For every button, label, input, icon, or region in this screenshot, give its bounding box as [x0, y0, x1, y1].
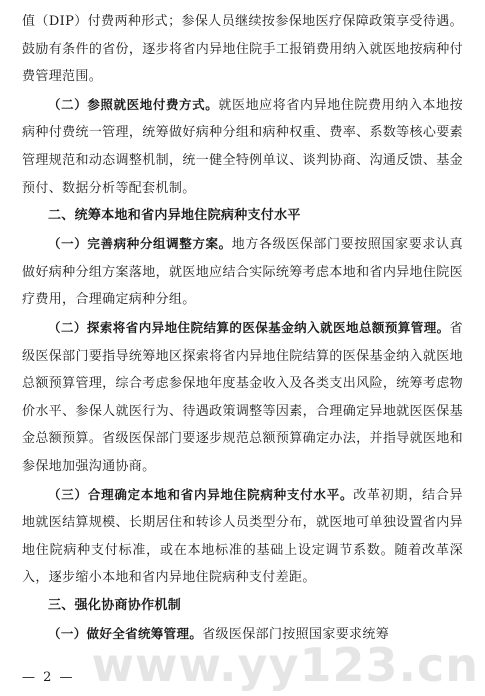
paragraph-lead: （一）完善病种分组调整方案。	[48, 236, 232, 252]
paragraph-lead: （三）合理确定本地和省内异地住院病种支付水平。	[48, 486, 354, 502]
paragraph-text: 省级医保部门按照国家要求统筹	[202, 626, 390, 642]
paragraph-lead: （一）做好全省统筹管理。	[48, 625, 203, 641]
paragraph-budget-management	[22, 314, 463, 481]
section-heading-3: 三、强化协商协作机制	[48, 597, 182, 613]
watermark: www.yy123.cn	[91, 638, 479, 692]
paragraph-text: 就医地应将省内异地住院费用纳入本地按病种付费统一管理，统筹做好病种分组和病种权重、费率、系数等核心要素管理规范和动态调整机制，统一健全特例单议、谈判协商、沟通反馈、基金预付、数据分析等配套机制。	[22, 97, 463, 196]
paragraph-dip-payment	[22, 8, 463, 91]
paragraph-payment-level	[22, 481, 463, 592]
paragraph-text: 值（DIP）付费两种形式；参保人员继续按参保地医疗保障政策享受待遇。鼓励有条件的省份，逐步将省内异地住院手工报销费用纳入就医地按病种付费管理范围。	[22, 14, 463, 85]
page-number: — 2 —	[22, 670, 75, 685]
paragraph-reference-payment	[22, 91, 463, 202]
paragraph-lead: （二）探索将省内异地住院结算的医保基金纳入就医地总额预算管理。	[48, 319, 450, 335]
paragraph-text: 省级医保部门要指导统筹地区探索将省内异地住院结算的医保基金纳入就医地总额预算管理，综合考虑参保地年度基金收入及各类支出风险，统筹考虑物价水平、参保人就医行为、待遇政策调整等因素，合理确定异地就医医保基金总额预算。省级医保部门要逐步规范总额预算确定办法，并指导就医地和参保地加强沟通协商。	[22, 320, 463, 474]
document-body	[22, 8, 463, 648]
paragraph-grouping-plan	[22, 230, 463, 314]
section-heading-2: 二、统筹本地和省内异地住院病种支付水平	[48, 208, 301, 224]
paragraph-text: 改革初期，结合异地就医结算规模、长期居住和转诊人员类型分布，就医地可单独设置省内异地住院病种支付标准，或在本地标准的基础上设定调节系数。随着改革深入，逐步缩小本地和省内异地住院病种支付差距。	[22, 487, 463, 586]
paragraph-text: 地方各级医保部门要按照国家要求认真做好病种分组方案落地，就医地应结合实际统筹考虑本地和省内异地住院医疗费用，合理确定病种分组。	[22, 237, 463, 308]
paragraph-lead: （二）参照就医地付费方式。	[48, 96, 219, 112]
